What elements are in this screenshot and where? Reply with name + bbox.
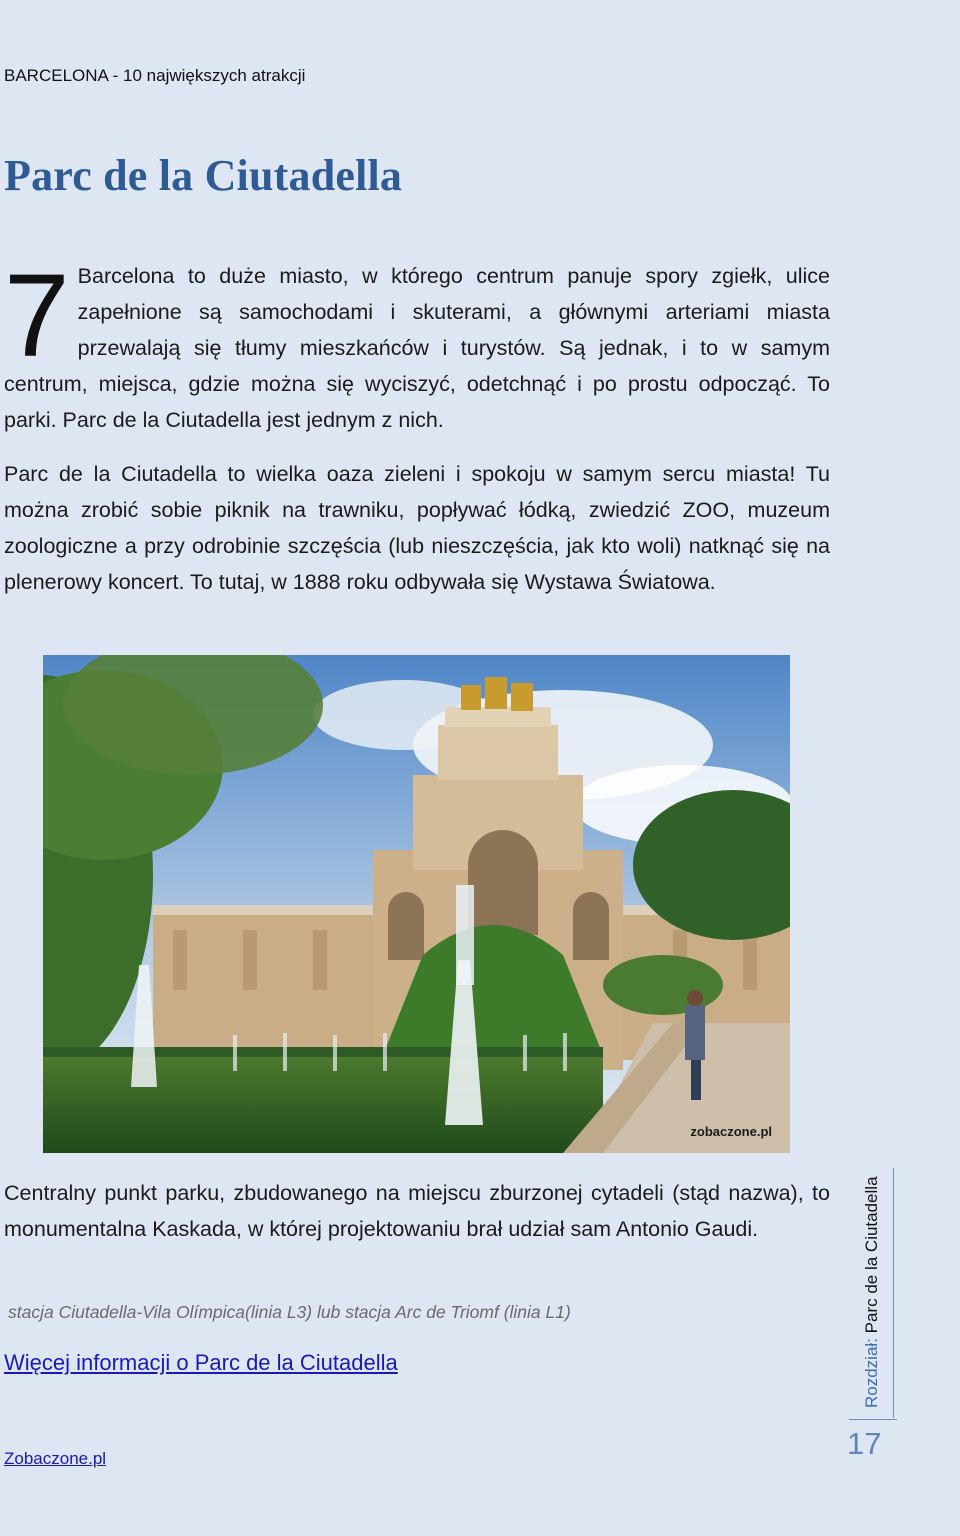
chapter-name: Parc de la Ciutadella — [862, 1176, 881, 1334]
cascade-photo-illustration — [43, 655, 790, 1153]
photo-credit: zobaczone.pl — [690, 1124, 772, 1139]
sidebar-horizontal-rule — [849, 1419, 897, 1420]
cascade-content — [4, 1175, 830, 1265]
paragraph-oasis: Parc de la Ciutadella to wielka oaza zieleni i spokoju w samym sercu miasta! Tu można zrobić sobie piknik na trawniku, popływać łódką, zwiedzić ZOO, muzeum zoologiczne a przy odrobinie szczęścia (lub nieszczęścia, jak kto woli) natknąć się na plenerowy koncert. To tutaj, w 1888 roku odbywała się Wystawa Światowa. — [4, 462, 830, 594]
chapter-label: Rozdział: — [862, 1338, 881, 1408]
transport-info: stacja Ciutadella-Vila Olímpica(linia L3) lub stacja Arc de Triomf (linia L1) — [8, 1302, 571, 1322]
intro-content — [4, 250, 830, 618]
sidebar-vertical-rule — [893, 1168, 894, 1418]
site-footer-link[interactable]: Zobaczone.pl — [4, 1449, 107, 1468]
chapter-sidebar — [862, 1176, 882, 1408]
running-header: BARCELONA - 10 największych atrakcji — [4, 66, 306, 85]
page-title: Parc de la Ciutadella — [4, 151, 403, 200]
page-number: 17 — [847, 1426, 882, 1461]
more-info-link[interactable]: Więcej informacji o Parc de la Ciutadella — [4, 1350, 398, 1375]
paragraph-intro: Barcelona to duże miasto, w którego centrum panuje spory zgiełk, ulice zapełnione są samochodami i skuterami, a głównymi arteriami miasta przewalają się tłumy mieszkańców i turystów. Są jednak, i to w samym centrum, miejsca, gdzie można się wyciszyć, odetchnąć i po prostu odpocząć. To parki. Parc de la Ciutadella jest jednym z nich. — [4, 264, 830, 432]
paragraph-cascade: Centralny punkt parku, zbudowanego na miejscu zburzonej cytadeli (stąd nazwa), to monumentalna Kaskada, w której projektowaniu brał udział sam Antonio Gaudi. — [4, 1181, 830, 1241]
drop-cap: 7 — [4, 250, 70, 382]
cascade-photo — [43, 655, 790, 1153]
